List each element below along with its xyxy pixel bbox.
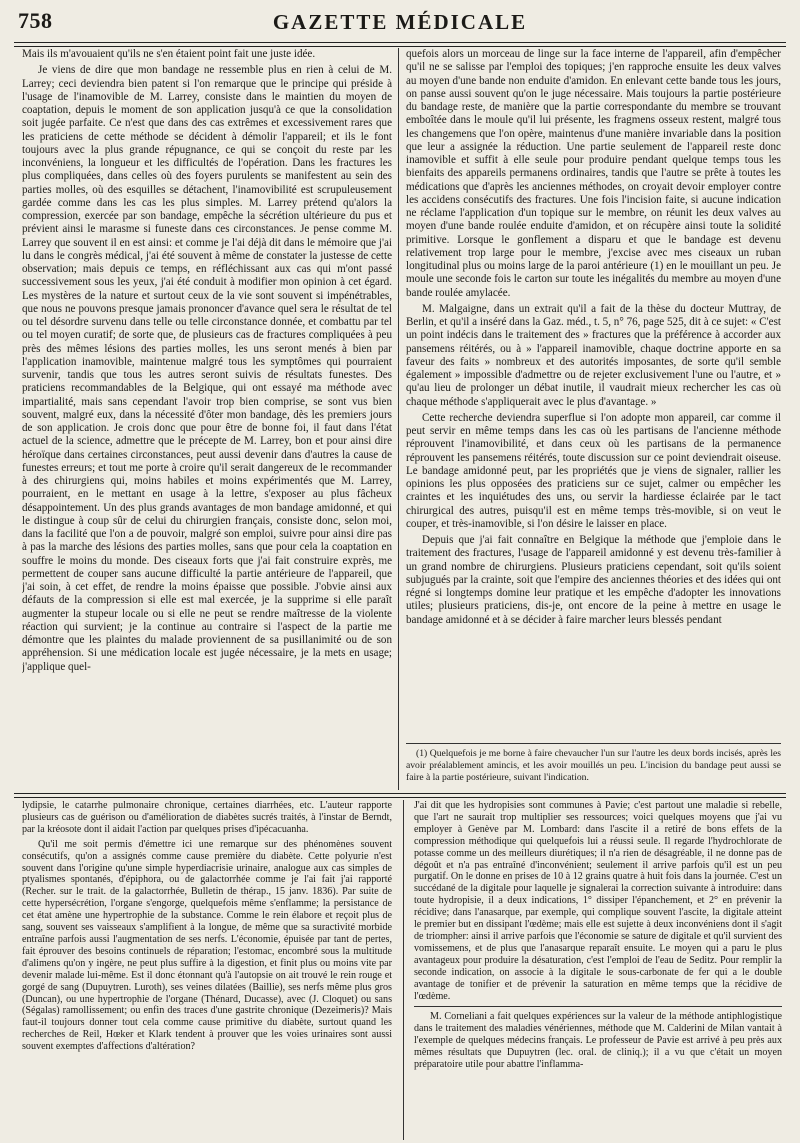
column-divider — [403, 800, 404, 1140]
upper-left-column — [22, 48, 392, 786]
column-divider — [398, 48, 399, 790]
lower-left-column — [22, 800, 392, 1140]
paragraph: M. Corneliani a fait quelques expériences sur la valeur de la méthode antiphlogistique dans le traitement des maladies vénériennes, méthode que M. Calderini de Milan vantait à l'exemple de quelques médecins français. Le professeur de Pavie est arrivé à peu près aux mêmes résultats que Dupuytren (lec. oral. de cliniq.); il a vu que c'était un moyen préparatoire utile pour abattre l'inflamma- — [414, 1011, 782, 1071]
paragraph: Je viens de dire que mon bandage ne ressemble plus en rien à celui de M. Larrey; ceci deviendra bien patent si l'on remarque que le principe qui préside à l'usage de l'inamovible de M. Larrey, consiste dans le maintien du moyen de coaptation, depuis le moment de son application jusqu'à ce que la consolidation soit jugée parfaite. Ce n'est que dans des cas extrêmes et excessivement rares que les praticiens de cette méthode se décident à démolir l'appareil; et ils le font toujours avec la plus grande répugnance, ce qui se conçoit du reste par les inconvéniens, la longueur et les difficultés de l'opération. Dans les fractures les plus compliquées, dans celles où des foyers purulents se manifestent au sein des parties molles, où des esquilles se détachent, l'inamovibilité est scrupuleusement gardée comme dans les cas les plus simples. M. Larrey prétend qu'alors la compression, exercée par son bandage, empêche la sécrétion ultérieure du pus et prévient ainsi le marasme si funeste dans ces circonstances. Je pense comme M. Larrey que souvent il en est ainsi: et comme je l'ai déjà dit dans le mémoire que j'ai lu dans le congrès médical, j'ai été souvent à même de constater la justesse de cette observation; mais depuis ce temps, en réfléchissant aux cas qui m'ont passé successivement sous les yeux, j'ai été conduit à modifier mon opinion à cet égard. Les mystères de la nature et surtout ceux de la vie sont souvent si impénétrables, que nous ne pouvons presque jamais prononcer d'avance quel sera le résultat de tel ou tel désordre survenu dans telle ou telle circonstance donnée, et combattu par tel ou tel moyen curatif; de sorte que, de plusieurs cas de fractures compliquées à peu près des mêmes lésions des parties molles, les uns seront menés à bien par l'application inamovible, maintenue malgré tous les symptômes qui pourraient survenir, tandis que tous les autres seront suivis de résultats funestes. Des praticiens recommandables de la Belgique, qui ont essayé ma méthode avec impartialité, mais sans cependant l'avoir trop bien comprise, se sont vus bien souvent, malgré eux, dans la nécessité d'ôter mon bandage, dès les premiers jours de son application. Je crois donc que pour être de bonne foi, il faut dans l'état actuel de la science, admettre que le précepte de M. Larrey, bon et pour ainsi dire héroïque dans certaines circonstances, peut aussi devenir dans d'autres la cause de funestes erreurs; et tout me porte à croire qu'il serait dangereux de le recommander à des chirurgiens qui, moins habiles et moins expérimentés que M. Larrey, pourraient, en le mettant en usage à la lettre, s'exposer au plus fâcheux désappointement. Un des plus grands avantages de mon bandage amidonné, et qui le distingue à coup sûr de celui du chirurgien français, consiste donc, selon moi, dans la facilité que l'on a de pouvoir, malgré son emploi, suivre pour ainsi dire pas à pas la marche des lésions des parties molles, sans que pour cela la coaptation en souffre le moins du monde. Des ciseaux forts que j'ai fait construire exprès, me permettent de couper sans aucune difficulté la partie antérieure de l'appareil, que j'ai soin, à cet effet, de rendre la moins épaisse que possible. J'obvie ainsi aux défauts de la compression si elle est mal exercée, je la supprime si elle paraît augmenter la stupeur locale ou si elle ne peut se rendre maîtresse de la violente réaction qui survient; je la continue au contraire si l'aspect de la partie me démontre que les plaintes du malade proviennent de sa pusillanimité ou de son appréhension. Si une médication locale est jugée nécessaire, je la mets en usage; j'applique quel- — [22, 64, 392, 673]
journal-title: GAZETTE MÉDICALE — [272, 10, 528, 34]
footnote-rule — [406, 743, 781, 744]
paragraph: quefois alors un morceau de linge sur la face interne de l'appareil, afin d'empêcher qu'il ne se salisse par l'emploi des topiques; j'en rapproche ensuite les deux valves au moyen d'une bande non enduite d'amidon. En enlevant cette bande tous les jours, on panse aussi souvent qu'on le juge nécessaire. Mais toujours la partie postérieure du bandage reste, de manière que la partie correspondante du membre se trouvant emboîtée dans le moule qu'il lui présente, les fragmens osseux restent, malgré tous les changemens que l'on opère, maintenus d'une manière invariable dans la position que leur a assignée la réduction. Une partie seulement de l'appareil reste donc inamovible et suffit à elle seule pour produire pendant quelque temps tous les bienfaits des appareils permanens ordinaires, tandis que l'autre se prête à toutes les médications que d'après les anciennes méthodes, on croyait devoir employer contre les accidens consécutifs des fractures. Une fois l'incision faite, si aucune indication ne réclame l'application d'un topique sur le membre, on réunit les deux valves au moyen d'une bande roulée enduite d'amidon, et on récupère ainsi toute la solidité primitive. Lorsque le gonflement a disparu et que le bandage est devenu relativement trop large pour le membre, j'excise avec mes ciseaux un ruban longitudinal plus ou moins large de la paroi antérieure (1) en le mouillant un peu. Je moule une seconde fois le carton sur toute les inégalités du membre au moyen d'une bande roulée amylacée. — [406, 48, 781, 299]
paragraph: J'ai dit que les hydropisies sont communes à Pavie; c'est partout une maladie si rebelle, que l'art ne saurait trop multiplier ses ressources; voici quelques moyens que j'ai vu employer à Genève par M. Lombard: dans l'ascite il a retiré de bons effets de la compression méthodique qui quelquefois lui a réussi seule. Il regarde l'hydrochlorate de potasse comme un des meilleurs diurétiques; il n'a rien de désagréable, il ne donne pas de dégoût et n'a pas entraîné d'inconvénient; seulement il arrive parfois qu'il est un peu purgatif. On le donne en prises de 10 à 12 grains quatre à huit fois dans la journée. C'est un succédané de la digitale pour laquelle je signalerai la correction suivante à introduire: dans toute hydropisie, il a deux indications, 1° dissiper l'épanchement, et 2° en prévenir la récidive; dans l'anasarque, par exemple, qui complique souvent l'ascite, la digitale atteint le premier but en dissipant l'œdème; mais elle est sujette à deux inconvéniens dont il s'agit de triompher: ainsi il arrive parfois que l'économie se sature de digitale et qu'il survient des vomissemens, et de plus que l'anasarque reparaît ensuite. Le moyen qui a paru le plus avantageux pour produire la désaturation, c'est l'emploi de l'eau de Seditz. Pour remplir la seconde indication, on associe à la digitale le sous-carbonate de fer qui a le double avantage de tonifier et de prévenir la saturation en même temps que la récidive de l'œdème. — [414, 800, 782, 1002]
footnote-text: (1) Quelquefois je me borne à faire chevaucher l'un sur l'autre les deux bords incisés, après les avoir préalablement amincis, et les avoir mouillés un peu. L'incision du bandage peut aussi se faire à la partie postérieure, suivant l'indication. — [406, 748, 781, 783]
paragraph: Mais ils m'avouaient qu'ils ne s'en étaient point fait une juste idée. — [22, 48, 316, 60]
header-rule — [14, 42, 786, 47]
paragraph: Depuis que j'ai fait connaître en Belgique la méthode que j'emploie dans le traitement des fractures, l'usage de l'appareil amidonné y est devenu très-familier à un grand nombre de chirurgiens. Plusieurs praticiens cependant, soit qu'ils soient subjugués par la crainte, soit que l'empire des anciennes théories et des idées qui ont régné si longtemps domine leur pratique et les empêche d'adopter les innovations utiles; plusieurs praticiens, dis-je, ont encore de la peine à mettre en usage le bandage amidonné et à se décider à faire marcher leurs blessés pendant — [406, 534, 781, 626]
paragraph: M. Malgaigne, dans un extrait qu'il a fait de la thèse du docteur Muttray, de Berlin, et qu'il a inséré dans la Gaz. méd., t. 5, n° 76, page 525, dit à ce sujet: « C'est un point indécis dans le traitement des » fractures que la préférence à accorder aux pansemens réitérés, ou à » l'appareil inamovible, chaque doctrine apporte en sa faveur des faits » nombreux et des autorités imposantes, de sorte qu'il semble également » impossible d'admettre ou de rejeter exclusivement l'une ou l'autre, et » qu'au lieu de prolonger un débat inutile, il vaudrait mieux rechercher les cas où chaque méthode s'appliquerait avec le plus d'avantage. » — [406, 302, 781, 408]
page-number: 758 — [18, 8, 53, 33]
upper-right-column — [406, 48, 781, 738]
section-rule — [14, 793, 786, 798]
paragraph-rule — [414, 1006, 782, 1007]
footnote — [406, 748, 781, 790]
paragraph: Cette recherche deviendra superflue si l'on adopte mon appareil, car comme il peut servir en même temps dans les cas où les partisans de l'ancienne méthode réprouvent l'inamovibilité, et dans ceux où les partisans de la permanence réprouvent les pansemens réitérés, toute discussion sur ce point deviendrait oiseuse. Le bandage amidonné peut, par les propriétés que je viens de signaler, rallier les opinions les plus opposées des praticiens sur ce sujet, calmer ou empêcher les craintes et les inquiétudes des uns, ou servir la hardiesse éclairée par le tact chirurgical des autres, puisqu'il est en même temps très-movible, si on veut le couper, et très-inamovible, si l'on désire le laisser en place. — [406, 411, 781, 530]
lower-right-column — [414, 800, 782, 1140]
page-header — [14, 6, 786, 46]
paragraph: lydipsie, le catarrhe pulmonaire chronique, certaines diarrhées, etc. L'auteur rapporte plusieurs cas de guérison ou d'amélioration de diabètes sucrés traités, à l'instar de Berndt, par la kréosote dont il aidait l'action par quelques prises d'ipécacuanha. — [22, 800, 392, 835]
paragraph: Qu'il me soit permis d'émettre ici une remarque sur des phénomènes souvent consécutifs, qu'on a assignés comme cause première du diabète. Cette polyurie n'est souvent dans l'origine qu'une simple hyperdiacrisie urinaire, analogue aux cas simples de ptyalismes spontanés, d'épiphora, ou de galactorrhée comme je l'ai fait j'ai rapporté (Recher. sur le trait. de la galactorrhée, Bulletin de thérap., 15 janv. 1836). Par suite de cette hypersécrétion, l'organe s'engorge, quelquefois même s'enflamme; la persistance de cet état amène une hypertrophie de la substance. Comme le rein élabore et reçoit plus de sang, souvent ses vaisseaux s'amplifient à la longue, de même que sa suractivité morbide entraîne parfois aussi l'augmentation de ses nerfs. L'économie, épuisée par tant de pertes, fait éprouver des besoins continuels de réparation; l'estomac, encombré sous la multitude d'alimens qu'on y ingère, ne peut plus suffire à la digestion, et finit plus ou moins vite par devenir malade lui-même. Est il donc étonnant qu'à l'autopsie on ait trouvé le rein rouge et gorgé de sang (Dupuytren. Luroth), ses veines dilatées (Baillie), ses nerfs même plus gros (Duncan), ou une hypertrophie de l'organe (Thénard, Ducasse), avec (J. Cloquet) ou sans (Ségalas) ramollissement; ou enfin des traces d'une gastrite chronique (Dezeimeris)? Mais faut-il toujours donner tout cela comme cause primitive du diabète, surtout quand les recherches de Reil, Hœker et Klark tendent à prouver que les voies urinaires sont aussi souvent exemptes d'affections d'altération? — [22, 838, 392, 1053]
